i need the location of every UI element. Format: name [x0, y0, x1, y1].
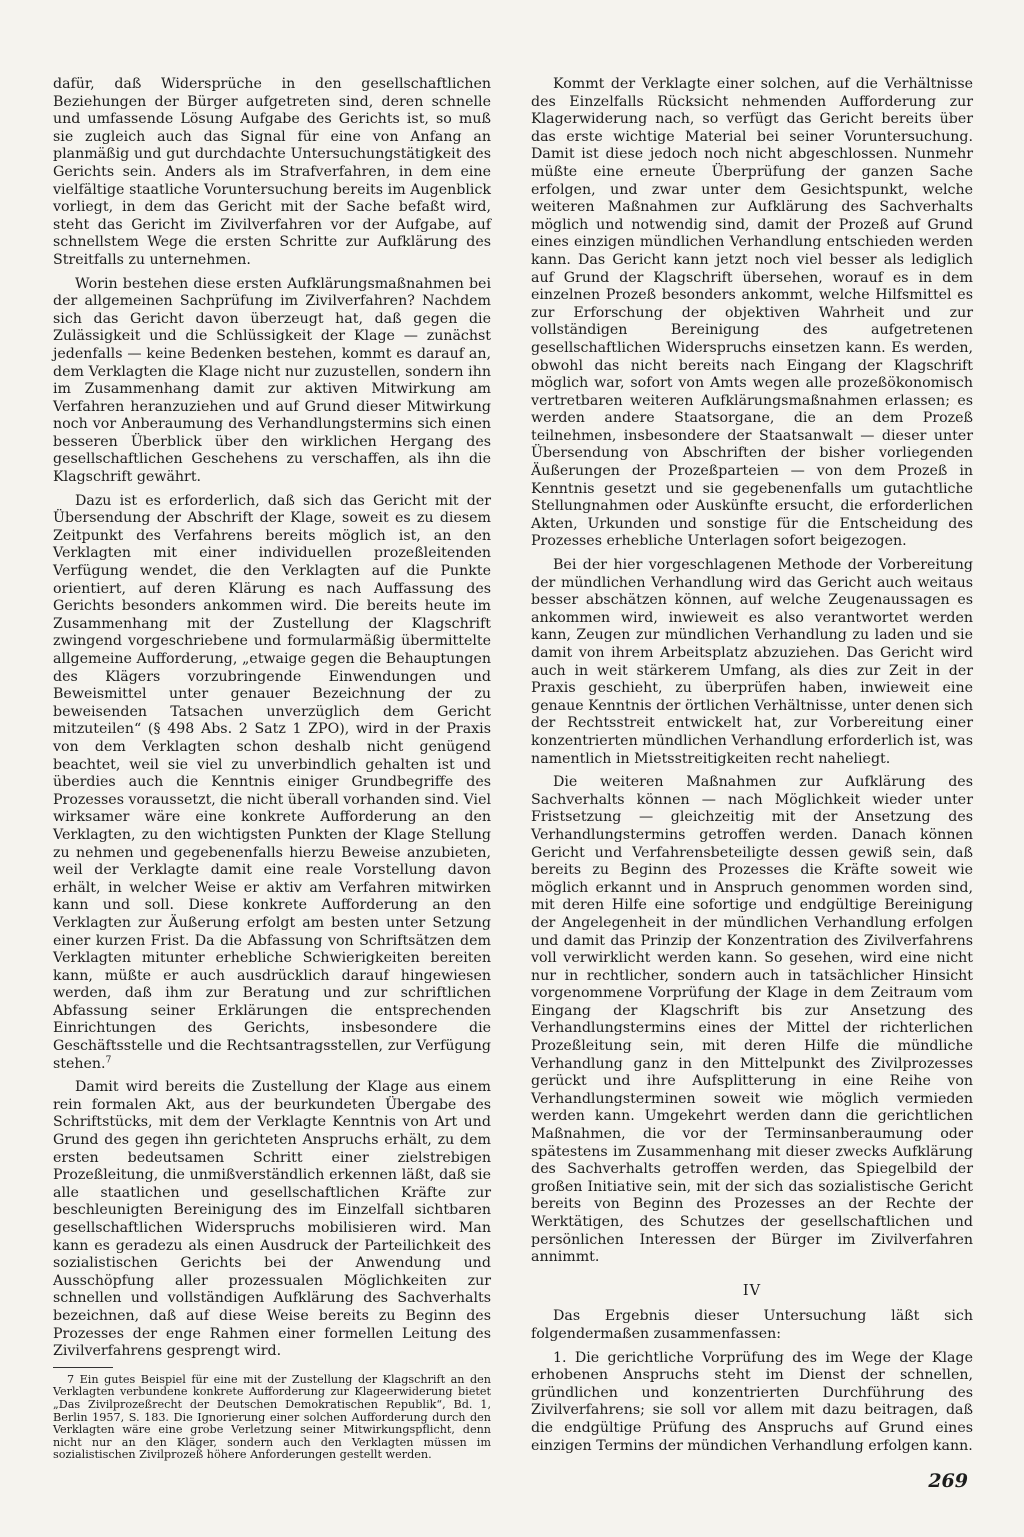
left-column — [53, 76, 491, 1462]
left-paragraph-3-text: Dazu ist es erforderlich, daß sich das Gericht mit der Übersendung der Abschrift der Klage, soweit es zu diesem Zeitpunkt des Verfahrens bereits möglich ist, an den Verklagten mit einer individuellen prozeßleitenden Verfügung wendet, die den Verklagten auf die Punkte orientiert, auf deren Klärung es nach Auffassung des Gerichts besonders ankommen wird. Die bereits heute im Zusammenhang mit der Zustellung der Klagschrift zwingend vorgeschriebene und formularmäßig übermittelte allgemeine Aufforderung, „etwaige gegen die Behauptungen des Klägers vorzubringende Einwendungen und Beweismittel unter genauer Bezeichnung der zu beweisenden Tatsachen unverzüglich dem Gericht mitzuteilen“ (§ 498 Abs. 2 Satz 1 ZPO), wird in der Praxis von dem Verklagten schon deshalb nicht genügend beachtet, weil sie viel zu unverbindlich gehalten ist und überdies auch die Kenntnis einiger Grundbegriffe des Prozesses voraussetzt, die nicht überall vorhanden sind. Viel wirksamer wäre eine konkrete Aufforderung an den Verklagten, zu den wichtigsten Punkten der Klage Stellung zu nehmen und gegebenenfalls hierzu Beweise anzubieten, weil der Verklagte damit eine reale Vorstellung davon erhält, in welcher Weise er aktiv am Verfahren mitwirken kann und soll. Diese konkrete Aufforderung an den Verklagten zur Äußerung erfolgt am besten unter Setzung einer kurzen Frist. Da die Abfassung von Schriftsätzen dem Verklagten mitunter erhebliche Schwierigkeiten bereiten kann, müßte er auch ausdrücklich darauf hingewiesen werden, daß ihm zur Beratung und zur schriftlichen Abfassung seiner Erklärungen die entsprechenden Einrichtungen des Gerichts, insbesondere die Geschäftsstelle und die Rechtsantragsstellen, zur Verfügung stehen. — [53, 492, 491, 1072]
right-paragraph-2: Bei der hier vorgeschlagenen Methode der Vorbereitung der mündlichen Verhandlung wird das Gericht auch weitaus besser abschätzen können, auf welche Zeugenaussagen es ankommen wird, inwieweit es also verantwortet werden kann, Zeugen zur mündlichen Verhandlung zu laden und sie damit von ihrem Arbeitsplatz abzuziehen. Das Gericht wird auch in weit stärkerem Umfang, als dies zur Zeit in der Praxis geschieht, zu überprüfen haben, inwieweit eine genaue Kenntnis der örtlichen Verhältnisse, unter denen sich der Rechtsstreit entwickelt hat, zur Vorbereitung einer konzentrierten mündlichen Verhandlung erforderlich ist, was namentlich in Mietsstreitigkeiten recht naheliegt. — [531, 557, 974, 767]
page-number: 269 — [928, 1470, 968, 1492]
right-paragraph-4: Das Ergebnis dieser Untersuchung läßt sich folgendermaßen zusammenfassen: — [531, 1308, 973, 1342]
left-paragraph-4: Damit wird bereits die Zustellung der Klage aus einem rein formalen Akt, aus der beurkundeten Übergabe des Schriftstücks, mit dem der Verklagte Kenntnis von Art und Grund des gegen ihn gerichteten Anspruchs erhält, zu dem ersten bedeutsamen Schritt einer zielstrebigen Prozeßleitung, die unmißverständlich erkennen läßt, daß sie alle staatlichen und gesellschaftlichen Kräfte zur beschleunigten Bereinigung des im Einzelfall sichtbaren gesellschaftlichen Widerspruchs mobilisieren wird. Man kann es geradezu als einen Ausdruck der Parteilichkeit des sozialistischen Gerichts bei der Anwendung und Ausschöpfung aller prozessualen Möglichkeiten zur schnellen und vollständigen Aufklärung des Sachverhalts bezeichnen, daß auf diese Weise bereits zu Beginn des Prozesses der enge Rahmen einer formellen Leitung des Zivilverfahrens gesprengt wird. — [53, 1079, 491, 1360]
footnotes — [53, 1374, 491, 1462]
left-paragraph-2: Worin bestehen diese ersten Aufklärungsmaßnahmen bei der allgemeinen Sachprüfung im Zivilverfahren? Nachdem sich das Gericht davon überzeugt hat, daß gegen die Zulässigkeit und die Schlüssigkeit der Klage — zunächst jedenfalls — keine Bedenken bestehen, kommt es darauf an, dem Verklagten die Klage nicht nur zuzustellen, sondern ihn im Zusammenhang damit zur aktiven Mitwirkung am Verfahren heranzuziehen und auf Grund dieser Mitwirkung noch vor Anberaumung des Verhandlungstermins sich einen besseren Überblick über den wirklichen Hergang des gesellschaftlichen Geschehens zu verschaffen, als ihn die Klagschrift gewährt. — [53, 275, 491, 486]
footnote-divider — [53, 1367, 113, 1368]
footnote-7: 7 Ein gutes Beispiel für eine mit der Zustellung der Klagschrift an den Verklagten verbundene konkrete Aufforderung zur Klageerwiderung bietet „Das Zivilprozeßrecht der Deutschen Demokratischen Republik“, Bd. 1, Berlin 1957, S. 183. Die Ignorierung einer solchen Aufforderung durch den Verklagten wäre eine grobe Verletzung seiner Mitwirkungspflicht, denn nicht nur an den Kläger, sondern auch den Verklagten müssen im sozialistischen Zivilprozeß höhere Anforderungen gestellt werden. — [53, 1372, 491, 1462]
left-paragraph-3 — [53, 493, 491, 1074]
footnote-reference-7: 7 — [105, 1054, 112, 1065]
right-column — [531, 76, 973, 1461]
right-paragraph-1: Kommt der Verklagte einer solchen, auf die Verhältnisse des Einzelfalls Rücksicht nehmenden Aufforderung zur Klagerwiderung nach, so verfügt das Gericht bereits über das erste wichtige Material bei seiner Voruntersuchung. Damit ist diese jedoch noch nicht abgeschlossen. Nunmehr müßte eine erneute Überprüfung der ganzen Sache erfolgen, und zwar unter dem Gesichtspunkt, welche weiteren Maßnahmen zur Aufklärung des Sachverhalts möglich und notwendig sind, damit der Prozeß auf Grund eines einzigen mündlichen Verhandlung entschieden werden kann. Das Gericht kann jetzt noch viel besser als lediglich auf Grund der Klagschrift übersehen, worauf es in dem einzelnen Prozeß besonders ankommt, welche Hilfsmittel es zur Erforschung der objektiven Wahrheit und zur vollständigen Bereinigung des aufgetretenen gesellschaftlichen Widerspruchs einsetzen kann. Es werden, obwohl das nicht bereits nach Eingang der Klagschrift möglich war, sofort von Amts wegen alle prozeßökonomisch vertretbaren weiteren Aufklärungsmaßnahmen erlassen; es werden andere Staatsorgane, die an dem Prozeß teilnehmen, insbesondere der Staatsanwalt — dieser unter Übersendung von Abschriften der bisher vorliegenden Äußerungen der Prozeßparteien — von dem Prozeß in Kenntnis gesetzt und sie gegebenenfalls um gutachtliche Stellungnahmen oder Auskünfte ersucht, die erforderlichen Akten, Urkunden und sonstige für die Entscheidung des Prozesses erhebliche Unterlagen sofort beigezogen. — [531, 76, 973, 550]
section-heading-iv: IV — [742, 1282, 762, 1299]
left-paragraph-1: dafür, daß Widersprüche in den gesellschaftlichen Beziehungen der Bürger aufgetreten sind, deren schnelle und umfassende Lösung Aufgabe des Gerichts ist, so muß sie zugleich auch das Signal für eine von Anfang an planmäßig und gut durchdachte Untersuchungstätigkeit des Gerichts sein. Anders als im Strafverfahren, in dem eine vielfältige staatliche Voruntersuchung bereits im Augenblick vorliegt, in dem das Gericht mit der Sache befaßt wird, steht das Gericht im Zivilverfahren vor der Aufgabe, auf schnellstem Wege die ersten Schritte zur Aufklärung des Streitfalls zu unternehmen. — [53, 76, 491, 268]
right-paragraph-3: Die weiteren Maßnahmen zur Aufklärung des Sachverhalts können — nach Möglichkeit wieder unter Fristsetzung — gleichzeitig mit der Ansetzung des Verhandlungstermins getroffen werden. Danach können Gericht und Verfahrensbeteiligte dessen gewiß sein, daß bereits zu Beginn des Prozesses die Kräfte soweit wie möglich erkannt und in Anspruch genommen worden sind, mit deren Hilfe eine sofortige und endgültige Bereinigung der Angelegenheit in der mündlichen Verhandlung erfolgen und damit das Prinzip der Konzentration des Zivilverfahrens voll verwirklicht werden kann. So gesehen, wird eine nicht nur in rechtlicher, sondern auch in tatsächlicher Hinsicht vorgenommene Vorprüfung der Klage in dem Zeitraum vom Eingang der Klagschrift bis zur Ansetzung des Verhandlungstermins eines der Mittel der richterlichen Prozeßleitung sein, mit deren Hilfe die mündliche Verhandlung ganz in den Mittelpunkt des Zivilprozesses gerückt und ihre Aufsplitterung in eine Reihe von Verhandlungsterminen soweit wie möglich vermieden werden kann. Umgekehrt werden dann die gerichtlichen Maßnahmen, die vor der Terminsanberaumung oder spätestens im Zusammenhang mit dieser zwecks Aufklärung des Sachverhalts getroffen werden, das Spiegelbild der großen Initiative sein, mit der sich das sozialistische Gericht bereits von Beginn des Prozesses an der Rechte der Werktätigen, des Schutzes der gesellschaftlichen und persönlichen Interessen der Bürger im Zivilverfahren annimmt. — [531, 774, 973, 1266]
right-paragraph-5: 1. Die gerichtliche Vorprüfung des im Wege der Klage erhobenen Anspruchs steht im Dienst der schnellen, gründlichen und konzentrierten Durchführung des Zivilverfahrens; sie soll vor allem mit dazu beitragen, daß die endgültige Prüfung des Anspruchs auf Grund eines einzigen Termins der mündichen Verhandlung erfolgen kann. — [531, 1349, 973, 1454]
